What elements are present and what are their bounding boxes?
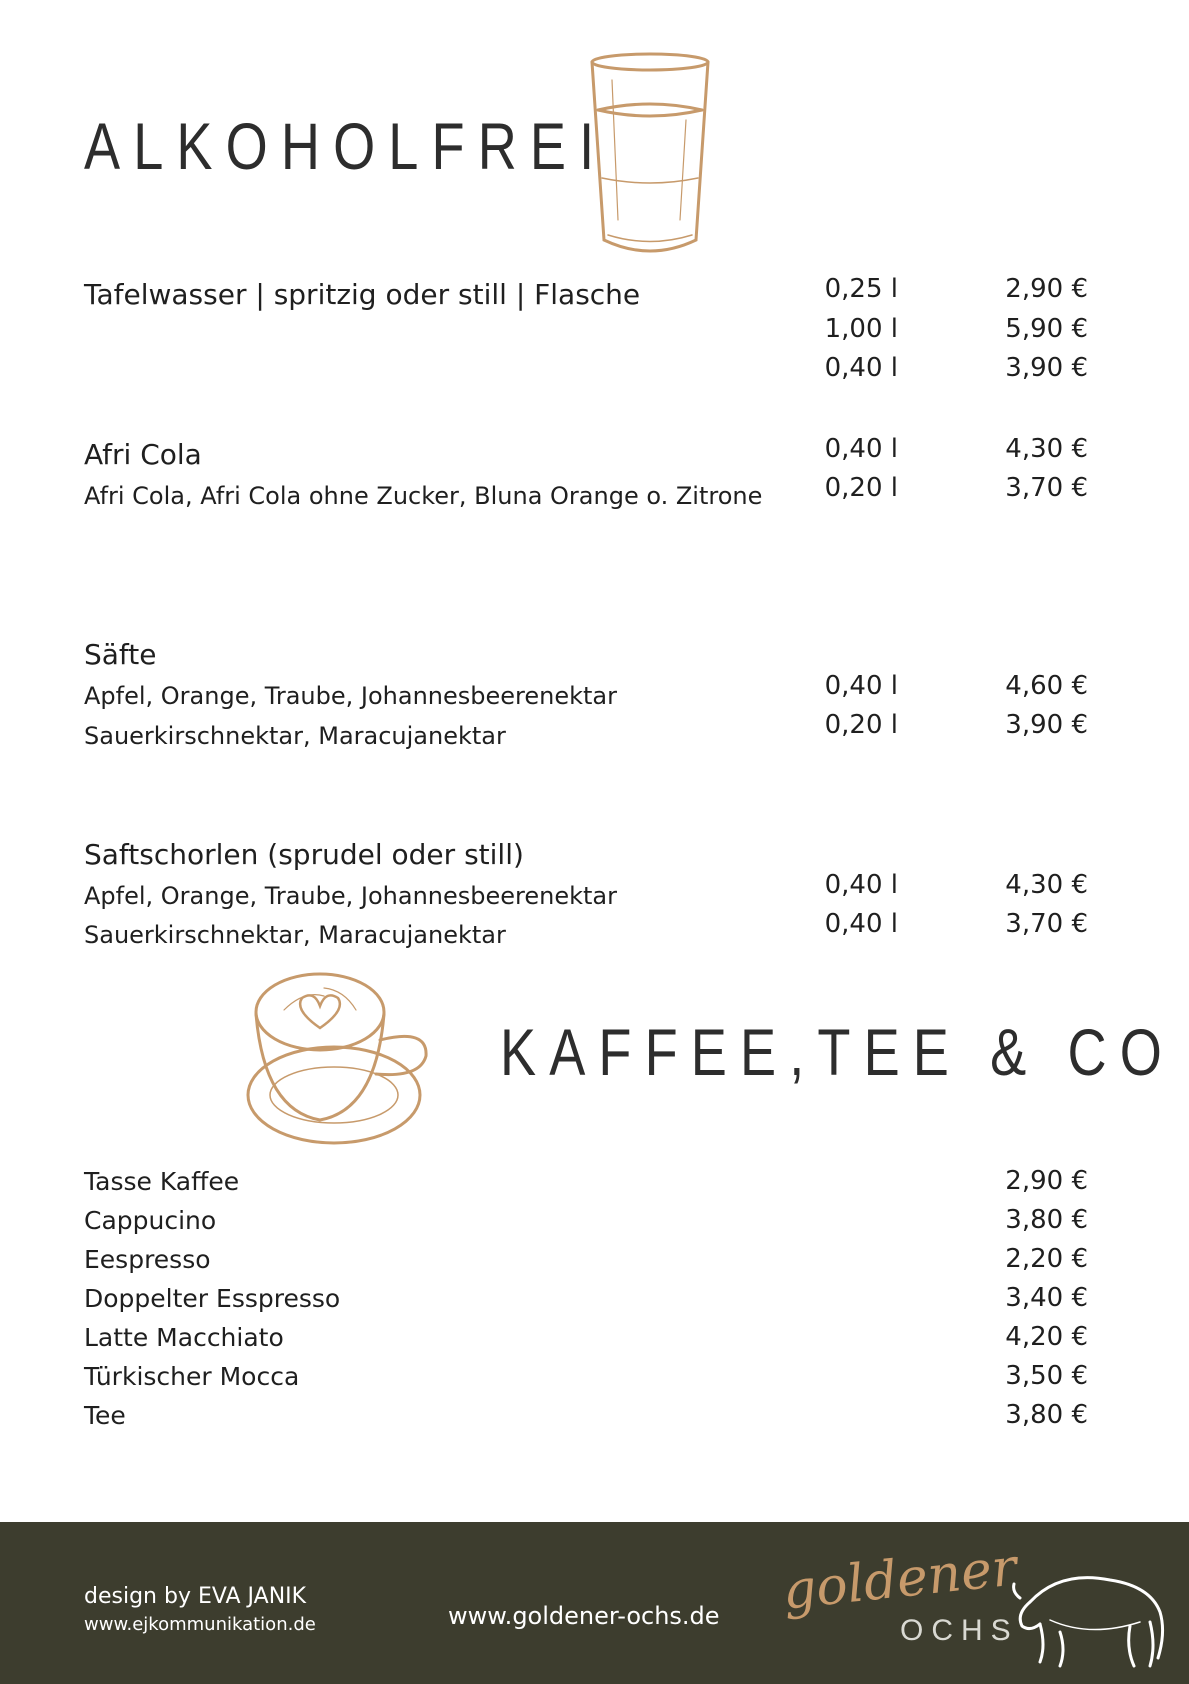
item-price: 3,90 €	[1005, 353, 1088, 383]
item-price: 4,30 €	[1005, 870, 1088, 900]
design-credit: design by EVA JANIK	[84, 1584, 307, 1609]
list-item: Latte Macchiato	[84, 1323, 284, 1352]
item-volume: 0,40 l	[824, 434, 898, 464]
menu-item-name: Säfte	[84, 638, 157, 671]
item-price: 2,90 €	[1005, 274, 1088, 304]
item-volume: 0,25 l	[824, 274, 898, 304]
item-price: 3,40 €	[1005, 1283, 1088, 1313]
item-volume: 0,40 l	[824, 909, 898, 939]
footer	[0, 1522, 1189, 1684]
brand-script: goldener	[780, 1537, 1020, 1622]
item-price: 2,20 €	[1005, 1244, 1088, 1274]
menu-item-description: Apfel, Orange, Traube, Johannesbeerenektar	[84, 682, 618, 710]
item-price: 3,70 €	[1005, 473, 1088, 503]
menu-item-description: Sauerkirschnektar, Maracujanektar	[84, 921, 506, 949]
menu-item-description: Afri Cola, Afri Cola ohne Zucker, Bluna Orange o. Zitrone	[84, 482, 763, 510]
item-volume: 1,00 l	[824, 314, 898, 344]
coffee-cup-icon	[244, 970, 434, 1146]
item-price: 4,30 €	[1005, 434, 1088, 464]
item-price: 5,90 €	[1005, 314, 1088, 344]
water-glass-icon	[588, 50, 712, 260]
section-title-alkoholfrei: ALKOHOLFREI	[84, 109, 608, 183]
menu-item-name: Tafelwasser | spritzig oder still | Flasche	[84, 278, 641, 311]
list-item: Cappucino	[84, 1206, 217, 1235]
list-item: Tee	[84, 1401, 126, 1430]
item-volume: 0,20 l	[824, 473, 898, 503]
list-item: Türkischer Mocca	[84, 1362, 300, 1391]
brand-name: OCHS	[900, 1614, 1019, 1647]
item-price: 2,90 €	[1005, 1166, 1088, 1196]
item-volume: 0,20 l	[824, 710, 898, 740]
list-item: Tasse Kaffee	[84, 1167, 240, 1196]
designer-link[interactable]: www.ejkommunikation.de	[84, 1614, 316, 1635]
list-item: Doppelter Esspresso	[84, 1284, 341, 1313]
item-price: 3,80 €	[1005, 1205, 1088, 1235]
menu-item-name: Saftschorlen (sprudel oder still)	[84, 838, 524, 871]
menu-item-description: Apfel, Orange, Traube, Johannesbeerenektar	[84, 882, 618, 910]
section-title-kaffee: KAFFEE,TEE & CO	[500, 1015, 1175, 1089]
list-item: Eespresso	[84, 1245, 211, 1274]
item-volume: 0,40 l	[824, 870, 898, 900]
menu-item-description: Sauerkirschnektar, Maracujanektar	[84, 722, 506, 750]
website-link[interactable]: www.goldener-ochs.de	[448, 1602, 720, 1630]
item-price: 3,70 €	[1005, 909, 1088, 939]
item-volume: 0,40 l	[824, 353, 898, 383]
ox-logo-icon	[1010, 1562, 1170, 1672]
item-price: 4,60 €	[1005, 671, 1088, 701]
item-price: 3,80 €	[1005, 1400, 1088, 1430]
item-volume: 0,40 l	[824, 671, 898, 701]
item-price: 3,50 €	[1005, 1361, 1088, 1391]
item-price: 4,20 €	[1005, 1322, 1088, 1352]
item-price: 3,90 €	[1005, 710, 1088, 740]
menu-item-name: Afri Cola	[84, 438, 202, 471]
